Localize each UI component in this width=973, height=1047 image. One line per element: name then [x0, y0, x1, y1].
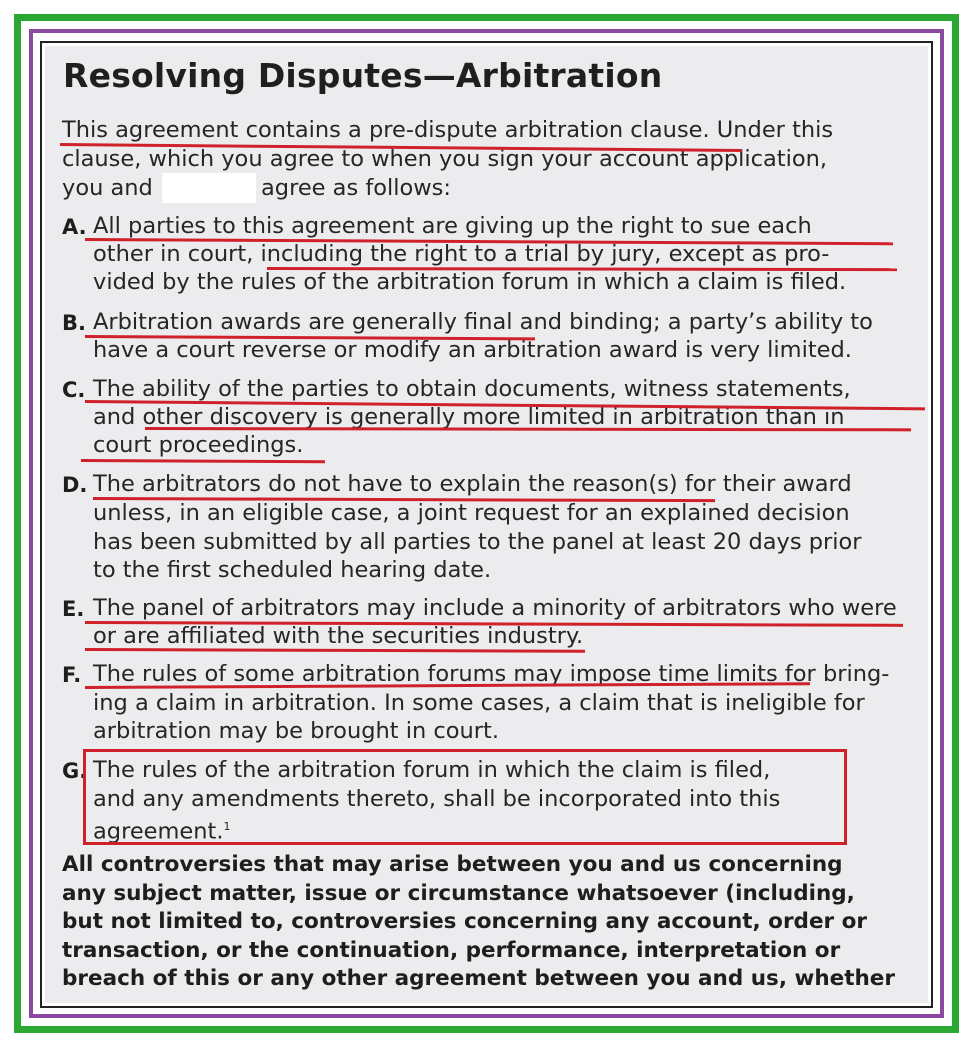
item-letter-d: D.: [62, 473, 88, 497]
redacted-name: [162, 173, 256, 203]
item-b-line: have a court reverse or modify an arbitration award is very limited.: [93, 337, 852, 363]
item-b-line: Arbitration awards are generally final and binding; a party’s ability to: [93, 309, 873, 335]
item-letter-f: F.: [62, 663, 82, 687]
item-d-line: to the first scheduled hearing date.: [93, 557, 492, 583]
document-panel: [45, 46, 928, 1003]
item-f-line: arbitration may be brought in court.: [93, 718, 499, 744]
item-c-line: court proceedings.: [93, 432, 304, 458]
item-e-line: or are affiliated with the securities industry.: [93, 623, 584, 649]
intro-line: agree as follows:: [261, 175, 451, 201]
item-letter-g: G.: [62, 759, 88, 783]
document-title: Resolving Disputes—Arbitration: [63, 56, 663, 95]
intro-line: This agreement contains a pre-dispute arbitration clause. Under this: [62, 117, 834, 143]
item-g-line: and any amendments thereto, shall be incorporated into this: [93, 786, 781, 812]
item-a-line: All parties to this agreement are giving up the right to sue each: [93, 213, 812, 239]
item-d-line: has been submitted by all parties to the panel at least 20 days prior: [93, 529, 862, 555]
item-a-line: vided by the rules of the arbitration forum in which a claim is filed.: [93, 269, 847, 295]
closing-line: transaction, or the continuation, performance, interpretation or: [62, 938, 841, 963]
item-letter-a: A.: [62, 215, 87, 239]
item-d-line: unless, in an eligible case, a joint request for an explained decision: [93, 500, 850, 526]
closing-line: but not limited to, controversies concerning any account, order or: [62, 909, 867, 934]
item-d-line: The arbitrators do not have to explain the reason(s) for their award: [93, 471, 852, 497]
item-f-line: The rules of some arbitration forums may impose time limits for bring-: [93, 661, 890, 687]
item-letter-e: E.: [62, 597, 85, 621]
annotation-underline: [81, 459, 325, 463]
annotation-underline: [85, 648, 585, 653]
footnote-marker: 1: [223, 820, 231, 833]
intro-line: you and: [62, 175, 153, 201]
item-f-line: ing a claim in arbitration. In some cases, a claim that is ineligible for: [93, 690, 865, 716]
annotation-box-item-g: [83, 749, 847, 845]
item-letter-c: C.: [62, 378, 86, 402]
item-g-last-text: agreement.: [93, 818, 224, 845]
item-letter-b: B.: [62, 311, 86, 335]
item-c-line: The ability of the parties to obtain documents, witness statements,: [93, 376, 851, 402]
item-c-line: and other discovery is generally more limited in arbitration than in: [93, 404, 845, 430]
intro-line: clause, which you agree to when you sign your account application,: [62, 146, 828, 172]
item-a-line: other in court, including the right to a trial by jury, except as pro-: [93, 241, 830, 267]
closing-line: All controversies that may arise between you and us concerning: [62, 852, 843, 877]
closing-line: breach of this or any other agreement between you and us, whether: [62, 966, 895, 991]
item-g-line: The rules of the arbitration forum in which the claim is filed,: [93, 757, 771, 783]
item-e-line: The panel of arbitrators may include a minority of arbitrators who were: [93, 595, 897, 621]
closing-line: any subject matter, issue or circumstance whatsoever (including,: [62, 881, 855, 906]
